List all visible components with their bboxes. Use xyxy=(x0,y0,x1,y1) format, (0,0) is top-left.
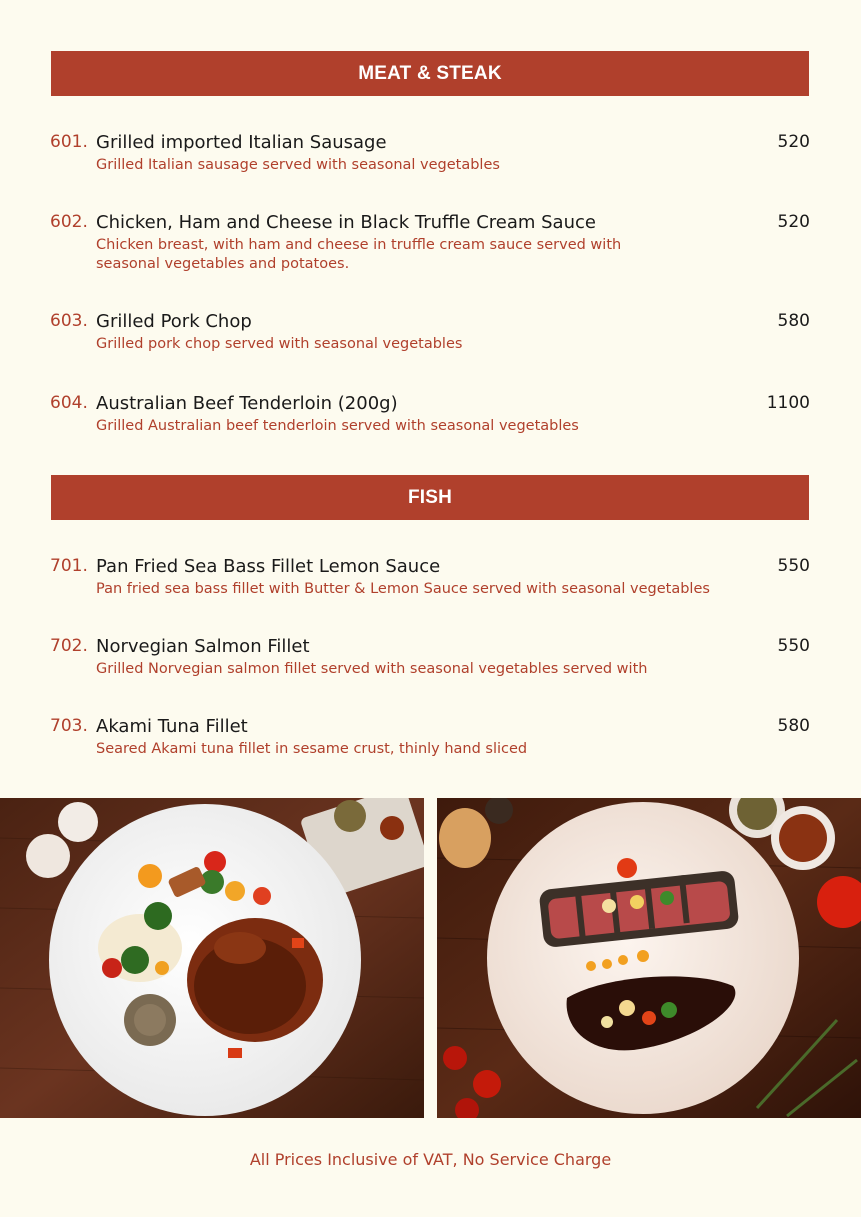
section-header-meat-steak: MEAT & STEAK xyxy=(51,51,809,96)
item-name: Norvegian Salmon Fillet xyxy=(96,636,310,657)
item-number: 703. xyxy=(50,716,88,736)
food-photo-steak xyxy=(0,798,424,1118)
item-number: 601. xyxy=(50,132,88,152)
item-number: 602. xyxy=(50,212,88,232)
item-name: Akami Tuna Fillet xyxy=(96,716,248,737)
item-number: 702. xyxy=(50,636,88,656)
item-description: Chicken breast, with ham and cheese in truffle cream sauce served with seasonal vegetables and potatoes. xyxy=(96,237,622,272)
item-name: Chicken, Ham and Cheese in Black Truffle Cream Sauce xyxy=(96,212,596,233)
item-price: 580 xyxy=(777,716,810,736)
item-number: 604. xyxy=(50,393,88,413)
item-price: 520 xyxy=(777,212,810,232)
item-description: Grilled Norvegian salmon fillet served with seasonal vegetables served with xyxy=(96,661,648,677)
item-price: 580 xyxy=(777,311,810,331)
item-description: Seared Akami tuna fillet in sesame crust, thinly hand sliced xyxy=(96,741,528,757)
food-photo-tuna xyxy=(437,798,861,1118)
item-name: Australian Beef Tenderloin (200g) xyxy=(96,393,398,414)
item-name: Grilled imported Italian Sausage xyxy=(96,132,387,153)
item-number: 603. xyxy=(50,311,88,331)
item-price: 550 xyxy=(777,636,810,656)
item-number: 701. xyxy=(50,556,88,576)
item-price: 520 xyxy=(777,132,810,152)
item-name: Grilled Pork Chop xyxy=(96,311,252,332)
item-description: Grilled Australian beef tenderloin served with seasonal vegetables xyxy=(96,418,579,434)
item-price: 1100 xyxy=(766,393,810,413)
footer-note: All Prices Inclusive of VAT, No Service Charge xyxy=(249,1150,612,1169)
item-description: Grilled pork chop served with seasonal vegetables xyxy=(96,336,463,352)
item-description: Grilled Italian sausage served with seasonal vegetables xyxy=(96,157,500,173)
item-price: 550 xyxy=(777,556,810,576)
section-header-fish: FISH xyxy=(51,475,809,520)
item-description: Pan fried sea bass fillet with Butter & Lemon Sauce served with seasonal vegetables xyxy=(96,581,710,597)
item-name: Pan Fried Sea Bass Fillet Lemon Sauce xyxy=(96,556,441,577)
